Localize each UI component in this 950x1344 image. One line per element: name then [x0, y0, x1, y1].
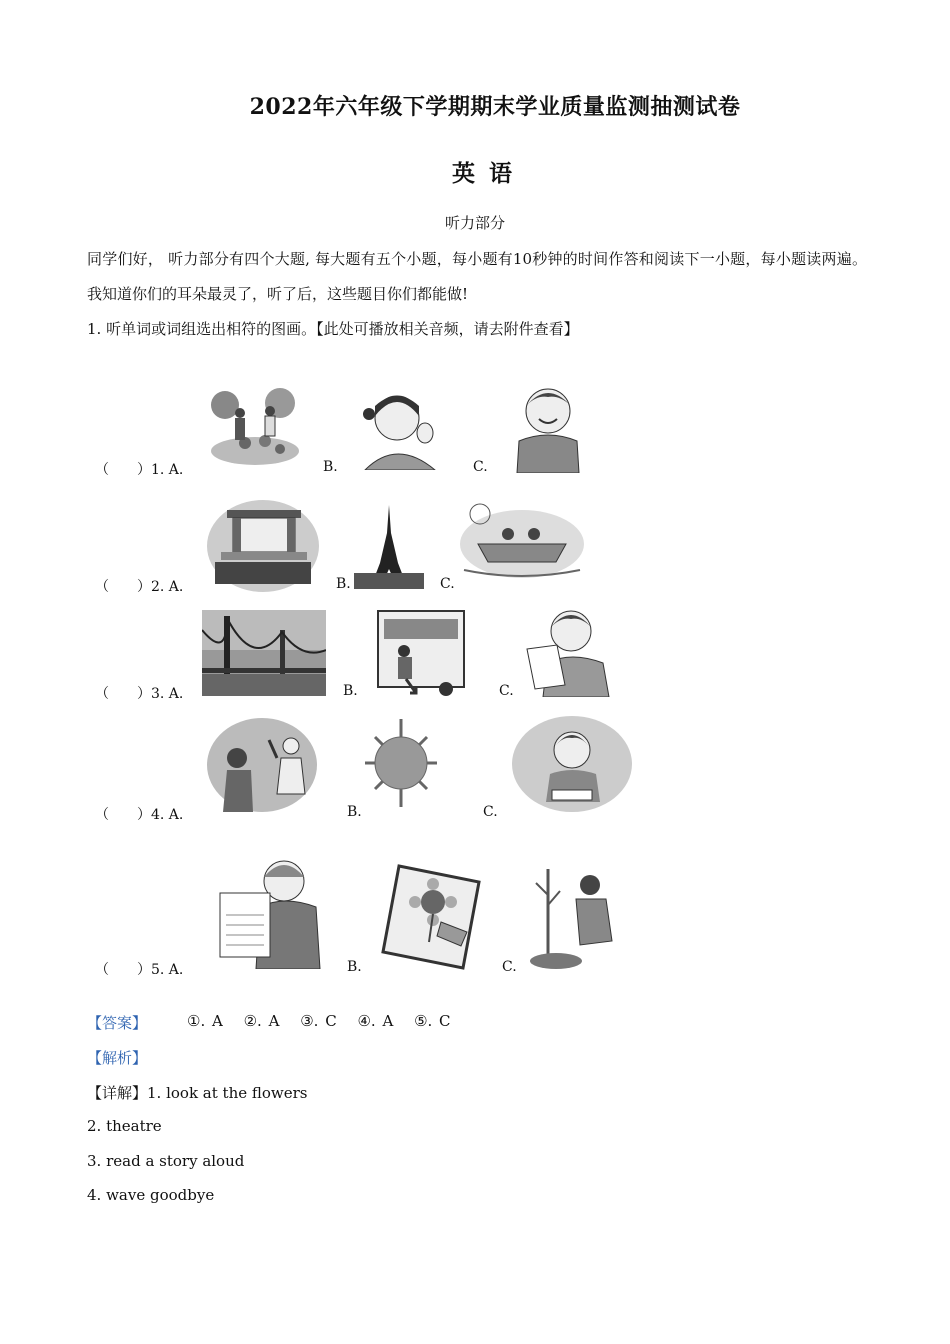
- girl-coughing-picture: [355, 388, 445, 470]
- page-title: 2022年六年级下学期期末学业质量监测抽测试卷: [249, 94, 741, 120]
- answer-3: ③. C: [300, 1012, 337, 1030]
- row-1-option-c: C.: [473, 459, 488, 475]
- row-2-option-c: C.: [440, 576, 455, 592]
- row-3-option-b: B.: [343, 683, 358, 699]
- eiffel-tower-picture: [354, 503, 424, 589]
- answer-tag: 【答案】: [87, 1014, 148, 1032]
- waving-goodbye-picture: [207, 718, 317, 812]
- girl-writing-picture: [512, 716, 632, 812]
- row-3-option-c: C.: [499, 683, 514, 699]
- row-4-option-b: B.: [347, 804, 362, 820]
- row-5-option-b: B.: [347, 959, 362, 975]
- answer-5: ⑤. C: [414, 1012, 451, 1030]
- analysis-tag: 【解析】: [87, 1049, 148, 1067]
- answer-2: ②. A: [243, 1012, 280, 1030]
- answer-values: [187, 1012, 465, 1030]
- family-flowers-picture: [205, 383, 300, 468]
- detail-line-3: 3. read a story aloud: [87, 1152, 245, 1170]
- intro-paragraph: 同学们好， 听力部分有四个大题, 每大题有五个小题，每小题有10秒钟的时间作答和阅读下一小题，每小题读两遍。我知道你们的耳朵最灵了，听了后，这些题目你们都能做!: [87, 250, 867, 303]
- boy-with-test-paper-picture: [216, 855, 328, 969]
- boy-reading-aloud-picture: [523, 605, 611, 697]
- row-2-label: （ ）2. A.: [95, 579, 184, 595]
- answer-1: ①. A: [187, 1012, 223, 1030]
- row-2-option-b: B.: [336, 576, 351, 592]
- bus-boy-picture: [376, 607, 466, 697]
- row-3-label: （ ）3. A.: [95, 686, 184, 702]
- row-5-label: （ ）5. A.: [95, 962, 184, 978]
- detail-line-1: 【详解】1. look at the flowers: [87, 1084, 308, 1102]
- boy-laughing-picture: [515, 385, 580, 473]
- row-1-label: （ ）1. A.: [95, 462, 184, 478]
- detail-line-2: 2. theatre: [87, 1117, 162, 1135]
- row-1-option-b: B.: [323, 459, 338, 475]
- detail-line-4: 4. wave goodbye: [87, 1186, 215, 1204]
- planting-tree-picture: [528, 865, 618, 973]
- question-1-instruction: 1. 听单词或词组选出相符的图画。【此处可播放相关音频，请去附件查看】: [87, 320, 579, 338]
- subject-heading: 英语: [452, 160, 526, 187]
- bridge-picture: [202, 610, 326, 696]
- sunflower-drawing-picture: [381, 862, 481, 972]
- section-heading: 听力部分: [444, 214, 505, 232]
- boat-ride-picture: [458, 500, 586, 582]
- theatre-picture: [207, 500, 319, 592]
- row-5-option-c: C.: [502, 959, 517, 975]
- row-4-label: （ ）4. A.: [95, 807, 184, 823]
- answer-4: ④. A: [357, 1012, 394, 1030]
- sun-picture: [363, 717, 439, 809]
- row-4-option-c: C.: [483, 804, 498, 820]
